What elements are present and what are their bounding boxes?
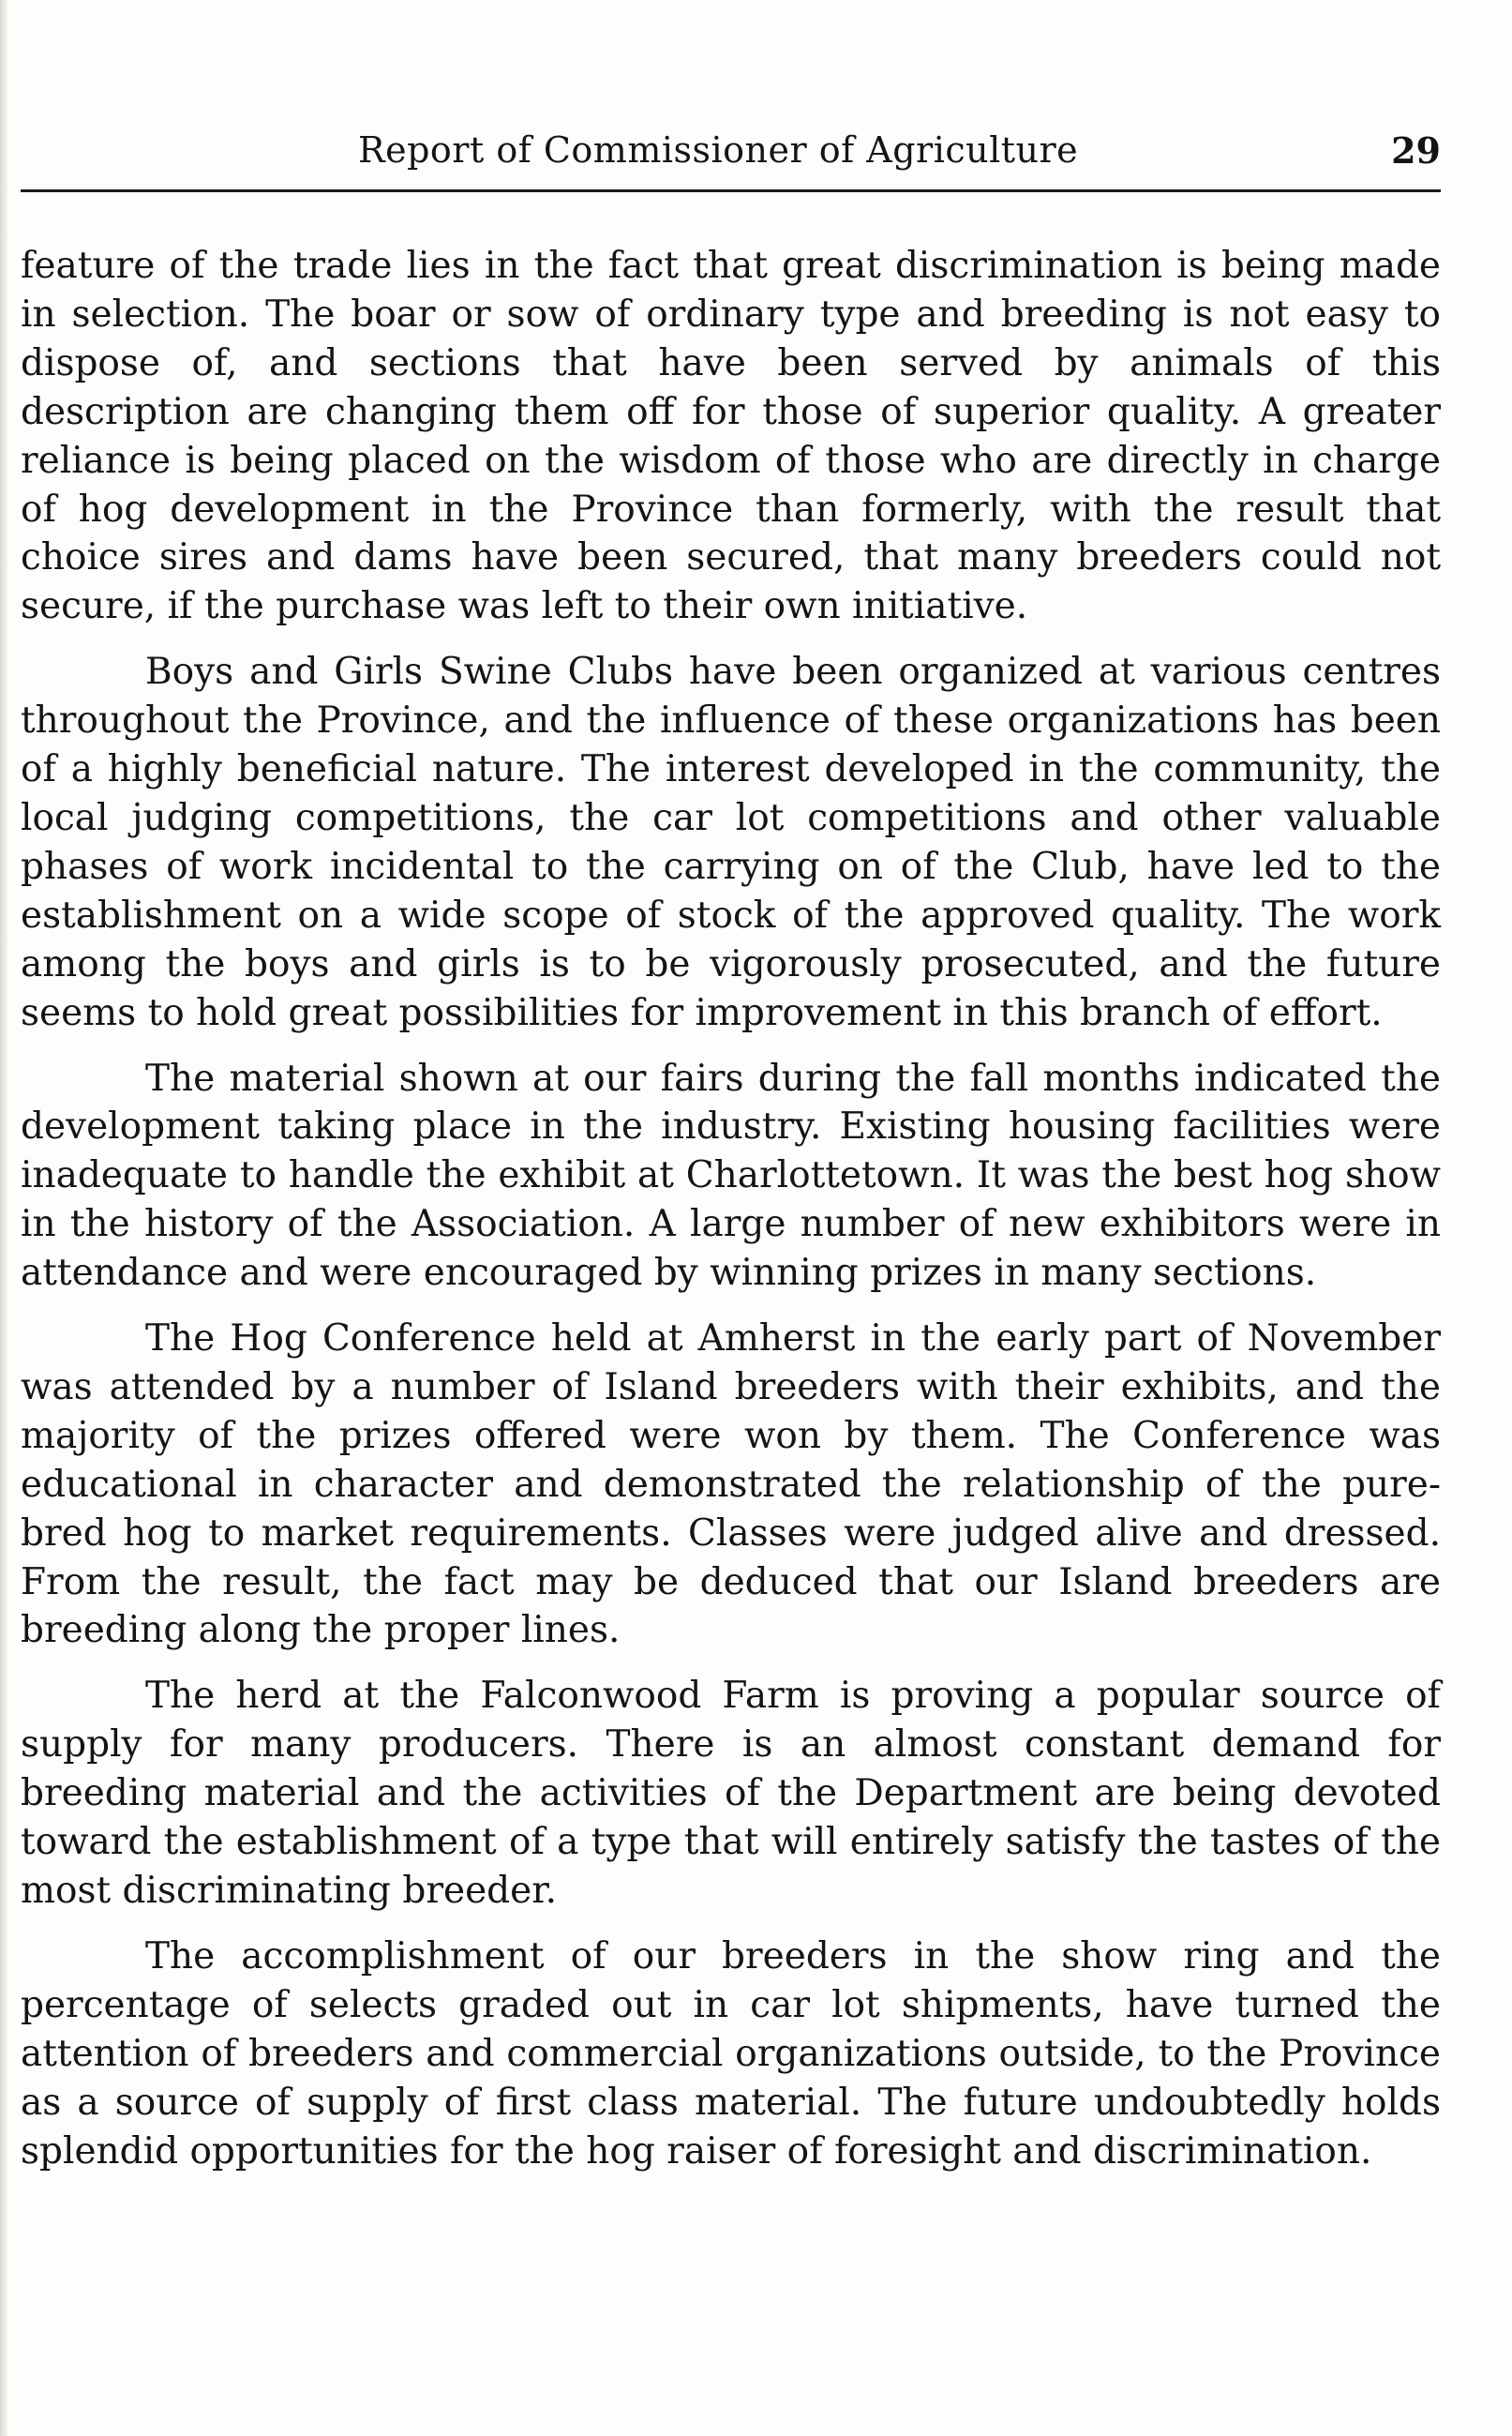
running-header bbox=[21, 129, 1441, 186]
paragraph-5: The herd at the Falconwood Farm is proving a popular source of supply for many producers. There is an almost constant demand for breeding material and the activities of the Department are being devoted toward the establishment of a type that will entirely satisfy the tastes of the most discriminating breeder. bbox=[21, 1675, 1441, 1912]
body-text bbox=[21, 242, 1441, 2192]
scan-edge-shadow bbox=[0, 0, 9, 2436]
paragraph-3: The material shown at our fairs during the fall months indicated the development taking place in the industry. Existing housing facilities were inadequate to handle the exhibit at Charlottetown. It was the best hog show in the history of the Association. A large number of new exhibitors were in attendance and were encouraged by winning prizes in many sections. bbox=[21, 1057, 1441, 1295]
paragraph-1: feature of the trade lies in the fact that great discrimination is being made in selection. The boar or sow of ordinary type and breeding is not easy to dispose of, and sections that have been served by animals of this description are changing them off for those of superior quality. A greater reliance is being placed on the wisdom of those who are directly in charge of hog development in the Province than formerly, with the result that choice sires and dams have been secured, that many breeders could not secure, if the purchase was left to their own initiative. bbox=[21, 245, 1441, 628]
paragraph-4: The Hog Conference held at Amherst in the early part of November was attended by a number of Island breeders with their exhibits, and the majority of the prizes offered were won by them. The Conference was educational in character and demonstrated the relationship of the pure-bred hog to market requirements. Classes were judged alive and dressed. From the result, the fact may be deduced that our Island breeders are breeding along the proper lines. bbox=[21, 1317, 1441, 1652]
paragraph-2: Boys and Girls Swine Clubs have been organized at various centres throughout the Province, and the influence of these organizations has been of a highly beneficial nature. The interest developed in the community, the local judging competitions, the car lot competitions and other valuable phases of work incidental to the carrying on of the Club, have led to the establishment on a wide scope of stock of the approved quality. The work among the boys and girls is to be vigorously prosecuted, and the future seems to hold great possibilities for improvement in this branch of effort. bbox=[21, 651, 1441, 1034]
running-title: Report of Commissioner of Agriculture bbox=[358, 129, 1079, 171]
paragraph-6: The accomplishment of our breeders in the show ring and the percentage of selects graded out in car lot shipments, have turned the attention of breeders and commercial organizations outside, to the Province as a source of supply of first class material. The future undoubtedly holds splendid opportunities for the hog raiser of foresight and discrimination. bbox=[21, 1934, 1441, 2173]
page-number: 29 bbox=[1391, 129, 1441, 172]
header-rule bbox=[21, 189, 1441, 192]
